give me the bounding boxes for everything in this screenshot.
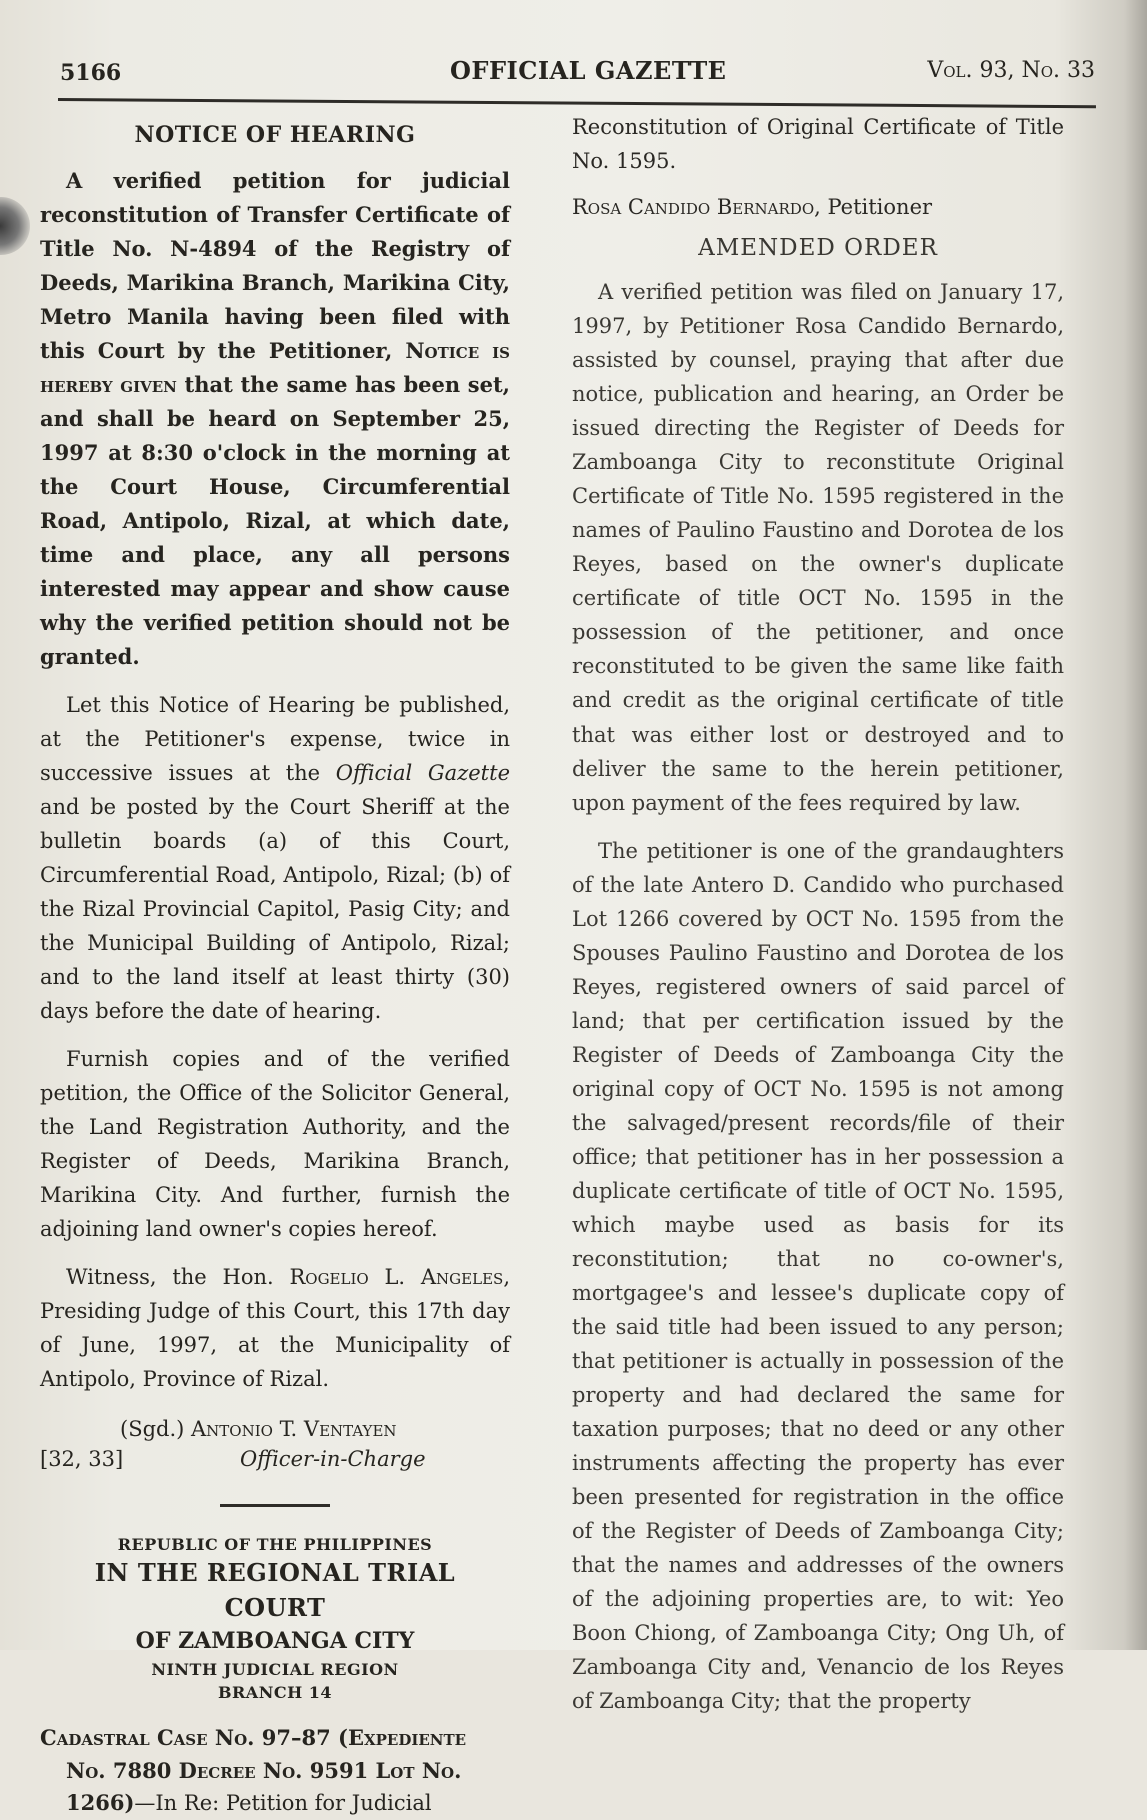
signature-block: [40, 1412, 510, 1474]
publication-title: OFFICIAL GAZETTE: [450, 56, 727, 85]
cadastral-case-number: Cadastral Case No. 97–87 (Expediente No. 7880 Decree No. 9591 Lot No. 1266): [40, 1725, 467, 1816]
order-paragraph-2: The petitioner is one of the grandaughters of the late Antero D. Candido who purchased Lot 1266 covered by OCT No. 1595 from the Spouses Paulino Faustino and Dorotea de los Reyes, registered owners of said parcel of land; that per certification issued by the Register of Deeds of Zamboanga City the original copy of OCT No. 1595 is not among the salvaged/present records/file of their office; that petitioner has in her possession a duplicate certificate of title of OCT No. 1595, which maybe used as basis for its reconstitution; that no co-owner's, mortgagee's and lessee's duplicate copy of the said title had been issued to any person; that petitioner is actually in possession of the property and had declared the same for taxation purposes; that no deed or any other instruments affecting the property has ever been presented for registration in the office of the Register of Deeds of Zamboanga City; that the names and addresses of the owners of the adjoining properties are, to wit: Yeo Boon Chiong, of Zamboanga City; Ong Uh, of Zamboanga City and, Venancio de los Reyes of Zamboanga City; that the property: [572, 838, 1064, 1713]
order-title: AMENDED ORDER: [698, 235, 938, 262]
petitioner-line: [572, 190, 1064, 224]
petitioner-name: Rosa Candido Bernardo: [572, 195, 815, 220]
signatory-role: Officer-in-Charge: [240, 1447, 426, 1472]
section-divider: [220, 1504, 330, 1507]
notice-paragraph-1: [40, 164, 510, 674]
binding-hole-mark: [0, 197, 30, 255]
notice-paragraph-3: Furnish copies and of the verified petition, the Office of the Solicitor General, the Land Registration Authority, and the Register of Deeds, Marikina Branch, Marikina City. And further, furnish the adjoining land owner's copies hereof.: [40, 1047, 510, 1242]
case-caption-text: —In Re: Petition for Judicial: [134, 1791, 432, 1816]
notice-p2-text1: Let this Notice of Hearing be published, at the Petitioner's expense, twice in successive issues at the: [40, 692, 510, 785]
republic-line: REPUBLIC OF THE PHILIPPINES: [117, 1535, 433, 1555]
issue-code: [32, 33]: [40, 1447, 124, 1472]
notice-p2-text2: and be posted by the Court Sheriff at the bulletin boards (a) of this Court, Circumferential Road, Antipolo, Rizal; (b) of the Rizal Provincial Capitol, Pasig City; and the Municipal Building of Antipolo, Rizal; and to the land itself at least thirty (30) days before the date of hearing.: [40, 794, 510, 1023]
judge-name: Rogelio L. Angeles: [289, 1265, 504, 1290]
case-caption: [40, 1722, 510, 1820]
notice-paragraph-2: [40, 688, 510, 1028]
branch-line: BRANCH 14: [217, 1683, 333, 1703]
court-line-2: OF ZAMBOANGA CITY: [135, 1627, 415, 1654]
notice-p1-text1: A verified petition for judicial reconstitution of Transfer Certificate of Title No. N-4894 of the Registry of Deeds, Marikina Branch, Marikina City, Metro Manila having been filed with this Court by the Petitioner,: [40, 167, 510, 363]
sgd-mark: (Sgd.): [120, 1417, 192, 1442]
page-number: 5166: [60, 60, 122, 86]
notice-given-phrase: Notice is hereby given: [40, 337, 511, 397]
notice-title: NOTICE OF HEARING: [134, 122, 416, 148]
header-rule: [58, 98, 1096, 108]
caption-continuation: Reconstitution of Original Certificate of Title No. 1595.: [572, 115, 1064, 174]
notice-paragraph-4: [40, 1260, 510, 1396]
page-header: [60, 56, 1095, 96]
notice-p1-text2: that the same has been set, and shall be heard on September 25, 1997 at 8:30 o'clock in the morning at the Court House, Circumferential Road, Antipolo, Rizal, at which date, time and place, any all persons interested may appear and show cause why the verified petition should not be granted.: [40, 371, 510, 669]
volume-label: Vol. 93, No. 33: [927, 58, 1095, 83]
gazette-italic: Official Gazette: [335, 760, 510, 785]
notice-p4-text1: Witness, the Hon.: [66, 1265, 290, 1290]
signatory-name: Antonio T. Ventayen: [191, 1417, 397, 1442]
left-column: [40, 110, 510, 1820]
court-heading: [40, 1533, 510, 1704]
judicial-region: NINTH JUDICIAL REGION: [151, 1659, 399, 1679]
petitioner-label: , Petitioner: [814, 195, 933, 220]
signature-line: [120, 1412, 397, 1446]
notice-p4-text2: , Presiding Judge of this Court, this 17th day of June, 1997, at the Municipality of Antipolo, Province of Rizal.: [40, 1265, 510, 1392]
court-line-1: IN THE REGIONAL TRIAL COURT: [94, 1558, 456, 1623]
right-column: [572, 110, 1064, 1732]
order-paragraph-1: A verified petition was filed on January 17, 1997, by Petitioner Rosa Candido Bernardo, assisted by counsel, praying that after due notice, publication and hearing, an Order be issued directing the Register of Deeds for Zamboanga City to reconstitute Original Certificate of Title No. 1595 registered in the names of Paulino Faustino and Dorotea de los Reyes, based on the owner's duplicate certificate of title OCT No. 1595 in the possession of the petitioner, and once reconstituted to be given the same like faith and credit as the original certificate of title that was either lost or destroyed and to deliver the same to the herein petitioner, upon payment of the fees required by law.: [572, 280, 1064, 815]
